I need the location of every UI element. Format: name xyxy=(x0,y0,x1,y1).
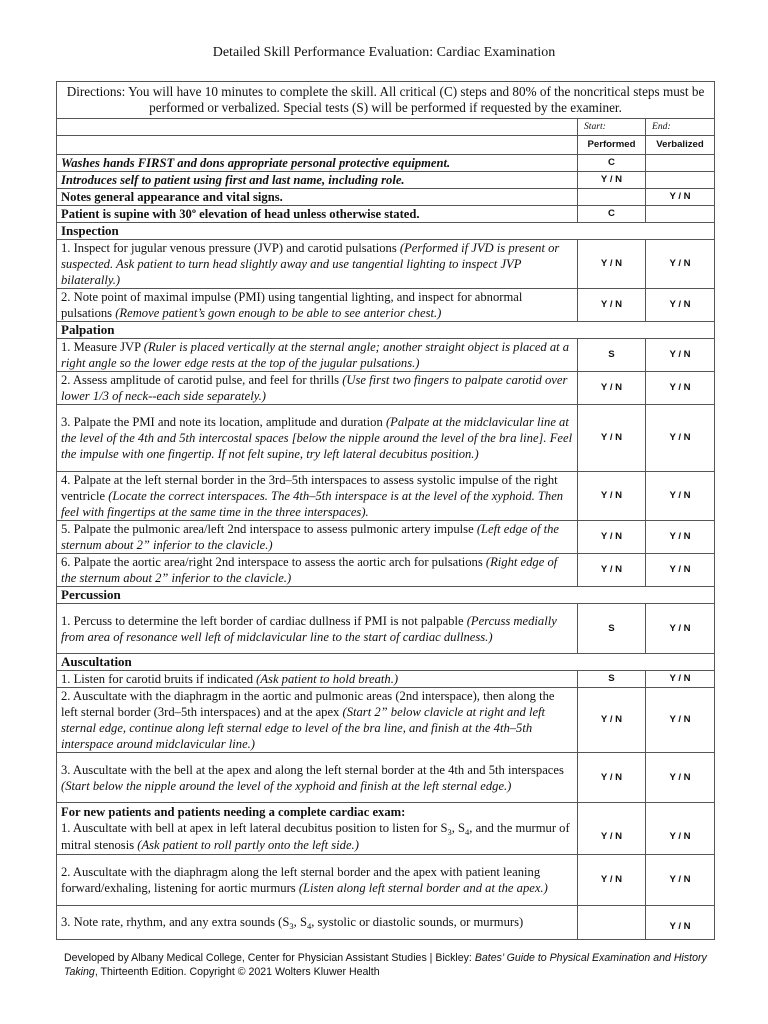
step-note: (Performed if JVD is present or suspected. Ask patient to turn head slightly away and use tangential lighting to inspect JVP bilaterally.) xyxy=(61,241,560,287)
step-note: (Use first two fingers to palpate carotid over lower 1/3 of neck--each side separately.) xyxy=(61,373,568,403)
step-cell xyxy=(57,906,578,940)
step-cell xyxy=(57,753,578,803)
checklist-row xyxy=(57,521,715,554)
performed-mark[interactable]: C xyxy=(578,155,646,172)
checklist-row xyxy=(57,688,715,753)
step-text: , S xyxy=(293,915,307,929)
step-cell xyxy=(57,855,578,906)
step-cell xyxy=(57,339,578,372)
step-cell xyxy=(57,405,578,472)
step-cell xyxy=(57,472,578,521)
new-patients-subheading: For new patients and patients needing a complete cardiac exam: xyxy=(61,805,406,819)
checklist-row xyxy=(57,289,715,322)
section-header-row xyxy=(57,654,715,671)
checklist-row xyxy=(57,339,715,372)
performed-mark[interactable]: Y / N xyxy=(578,240,646,289)
performed-mark[interactable] xyxy=(578,906,646,940)
verbalized-mark[interactable]: Y / N xyxy=(646,855,715,906)
verbalized-mark[interactable]: Y / N xyxy=(646,289,715,322)
section-percussion: Percussion xyxy=(57,587,715,604)
performed-header: Performed xyxy=(578,136,646,155)
step-note: (Ask patient to hold breath.) xyxy=(256,672,399,686)
s3-subscript: 3 xyxy=(289,921,294,931)
step-text: 2. Note point of maximal impulse (PMI) using tangential lighting, and inspect for abnormal pulsations xyxy=(61,290,523,320)
performed-mark[interactable]: Y / N xyxy=(578,472,646,521)
s4-subscript: 4 xyxy=(465,827,470,837)
step-text: Patient is supine with 30º elevation of head unless otherwise stated. xyxy=(57,206,578,223)
verbalized-mark[interactable]: Y / N xyxy=(646,405,715,472)
column-header-row xyxy=(57,136,715,155)
performed-mark[interactable]: S xyxy=(578,604,646,654)
step-text: 2. Auscultate with the diaphragm along the left sternal border and the apex with patient leaning forward/exhaling, listening for aortic murmurs xyxy=(61,865,541,895)
page-title: Detailed Skill Performance Evaluation: Cardiac Examination xyxy=(212,45,556,60)
step-text: 3. Palpate the PMI and note its location, amplitude and duration xyxy=(61,415,386,429)
performed-mark[interactable]: Y / N xyxy=(578,172,646,189)
evaluation-table xyxy=(56,81,715,940)
step-note: (Remove patient’s gown enough to be able to see anterior chest.) xyxy=(115,306,442,320)
step-text: 1. Measure JVP xyxy=(61,340,144,354)
verbalized-mark[interactable]: Y / N xyxy=(646,906,715,940)
start-time-label[interactable]: Start: xyxy=(578,119,646,136)
verbalized-mark[interactable]: Y / N xyxy=(646,671,715,688)
section-palpation: Palpation xyxy=(57,322,715,339)
verbalized-mark[interactable]: Y / N xyxy=(646,472,715,521)
performed-mark[interactable]: Y / N xyxy=(578,372,646,405)
checklist-row xyxy=(57,855,715,906)
step-note: (Right edge of the sternum about 2” inferior to the clavicle.) xyxy=(61,555,558,585)
checklist-row xyxy=(57,753,715,803)
step-text: Introduces self to patient using first and last name, including role. xyxy=(57,172,578,189)
performed-mark[interactable]: S xyxy=(578,671,646,688)
step-cell xyxy=(57,554,578,587)
verbalized-mark[interactable]: Y / N xyxy=(646,753,715,803)
directions-text: Directions: You will have 10 minutes to complete the skill. All critical (C) steps and 80% of the noncritical steps must be performed or verbalized. Special tests (S) will be performed if requested by the examiner. xyxy=(57,82,715,119)
step-cell xyxy=(57,803,578,855)
checklist-row xyxy=(57,906,715,940)
performed-mark[interactable]: C xyxy=(578,206,646,223)
step-text: , systolic or diastolic sounds, or murmurs) xyxy=(311,915,524,929)
checklist-row xyxy=(57,405,715,472)
step-cell xyxy=(57,671,578,688)
checklist-row xyxy=(57,172,715,189)
step-text: 4. Palpate at the left sternal border in the 3rd–5th interspaces to assess systolic impulse of the right ventricle xyxy=(61,473,558,503)
verbalized-mark[interactable]: Y / N xyxy=(646,189,715,206)
step-cell xyxy=(57,372,578,405)
checklist-row xyxy=(57,671,715,688)
step-text: 1. Auscultate with bell at apex in left lateral decubitus position to listen for S xyxy=(61,821,448,835)
verbalized-mark[interactable] xyxy=(646,172,715,189)
step-text: Notes general appearance and vital signs. xyxy=(57,189,578,206)
step-text: 1. Listen for carotid bruits if indicated xyxy=(61,672,257,686)
step-note: (Locate the correct interspaces. The 4th–5th interspace is at the level of the xyphoid. Then feel with fingertips at the same time in the three interspaces). xyxy=(61,489,564,519)
verbalized-mark[interactable]: Y / N xyxy=(646,554,715,587)
verbalized-mark[interactable]: Y / N xyxy=(646,339,715,372)
performed-mark[interactable]: Y / N xyxy=(578,855,646,906)
checklist-row xyxy=(57,803,715,855)
checklist-row xyxy=(57,604,715,654)
checklist-row xyxy=(57,472,715,521)
section-auscultation: Auscultation xyxy=(57,654,715,671)
step-note: (Percuss medially from area of resonance well left of midclavicular line to the start of cardiac dullness.) xyxy=(61,613,557,644)
step-text: 2. Assess amplitude of carotid pulse, and feel for thrills xyxy=(61,373,343,387)
step-note: (Listen along left sternal border and at the apex.) xyxy=(298,881,548,895)
time-header-row xyxy=(57,119,715,136)
section-inspection: Inspection xyxy=(57,223,715,240)
performed-mark[interactable] xyxy=(578,189,646,206)
step-text: 5. Palpate the pulmonic area/left 2nd interspace to assess pulmonic artery impulse xyxy=(61,522,477,536)
s4-subscript: 4 xyxy=(306,921,312,931)
verbalized-header: Verbalized xyxy=(646,136,715,155)
footer-credit xyxy=(64,951,724,979)
end-time-label[interactable]: End: xyxy=(646,119,715,136)
checklist-row xyxy=(57,554,715,587)
verbalized-mark[interactable]: Y / N xyxy=(646,688,715,753)
performed-mark[interactable]: Y / N xyxy=(578,803,646,855)
directions-row xyxy=(57,82,715,119)
section-header-row xyxy=(57,322,715,339)
performed-mark[interactable]: Y / N xyxy=(578,688,646,753)
step-text: 1. Percuss to determine the left border of cardiac dullness if PMI is not palpable xyxy=(61,613,467,628)
verbalized-mark[interactable] xyxy=(646,206,715,223)
step-cell xyxy=(57,240,578,289)
performed-mark[interactable]: Y / N xyxy=(578,554,646,587)
step-cell xyxy=(57,688,578,753)
footer-prefix: Developed by Albany Medical College, Center for Physician Assistant Studies | Bickley: xyxy=(64,952,475,964)
step-note: (Ask patient to roll partly onto the left side.) xyxy=(137,838,359,852)
section-header-row xyxy=(57,223,715,240)
step-note: (Start below the nipple around the level of the xyphoid and finish at the left sternal edge.) xyxy=(61,778,512,793)
verbalized-mark[interactable]: Y / N xyxy=(646,604,715,654)
step-note: (Start 2” below clavicle at right and left sternal edge, continue along left sternal edge to level of the bra line, and finish at the 4th–5th interspace around midclavicular line.) xyxy=(61,705,546,751)
verbalized-mark[interactable] xyxy=(646,155,715,172)
step-text: 3. Note rate, rhythm, and any extra sounds (S xyxy=(61,915,290,929)
checklist-row xyxy=(57,155,715,172)
checklist-row xyxy=(57,189,715,206)
verbalized-mark[interactable]: Y / N xyxy=(646,803,715,855)
checklist-row xyxy=(57,206,715,223)
step-note: (Ruler is placed vertically at the sternal angle; another straight object is placed at a right angle so the lower edge rests at the top of the jugular pulsations.) xyxy=(61,340,570,370)
step-text: , S xyxy=(451,821,466,835)
step-cell xyxy=(57,521,578,554)
step-cell xyxy=(57,289,578,322)
performed-mark[interactable]: Y / N xyxy=(578,521,646,554)
step-note: (Left edge of the sternum about 2” inferior to the clavicle.) xyxy=(61,522,560,552)
step-text: 6. Palpate the aortic area/right 2nd interspace to assess the aortic arch for pulsations xyxy=(61,555,486,569)
step-note: (Palpate at the midclavicular line at the level of the 4th and 5th intercostal spaces [below the nipple around the level of the bra line]. Feel the impulse with one fingertip. If not felt supine, try left lateral decubitus position.) xyxy=(61,415,573,461)
performed-mark[interactable]: Y / N xyxy=(578,405,646,472)
step-text: , and the murmur of mitral stenosis xyxy=(61,821,570,852)
performed-mark[interactable]: Y / N xyxy=(578,289,646,322)
step-text: 3. Auscultate with the bell at the apex and along the left sternal border at the 4th and 5th interspaces xyxy=(61,762,564,777)
footer-suffix: , Thirteenth Edition. Copyright © 2021 Wolters Kluwer Health xyxy=(94,966,380,978)
step-text: Washes hands FIRST and dons appropriate personal protective equipment. xyxy=(57,155,578,172)
performed-mark[interactable]: Y / N xyxy=(578,753,646,803)
step-text: 2. Auscultate with the diaphragm in the aortic and pulmonic areas (2nd interspace), then along the left sternal border (3rd–5th interspaces) and at the apex xyxy=(61,689,555,719)
checklist-row xyxy=(57,372,715,405)
step-text: 1. Inspect for jugular venous pressure (JVP) and carotid pulsations xyxy=(61,241,400,255)
s3-subscript: 3 xyxy=(447,827,452,837)
section-header-row xyxy=(57,587,715,604)
checklist-row xyxy=(57,240,715,289)
performed-mark[interactable]: S xyxy=(578,339,646,372)
verbalized-mark[interactable]: Y / N xyxy=(646,521,715,554)
step-cell xyxy=(57,604,578,654)
verbalized-mark[interactable]: Y / N xyxy=(646,372,715,405)
verbalized-mark[interactable]: Y / N xyxy=(646,240,715,289)
footer-book-title: Bates’ Guide to Physical Examination and History Taking xyxy=(64,952,707,978)
